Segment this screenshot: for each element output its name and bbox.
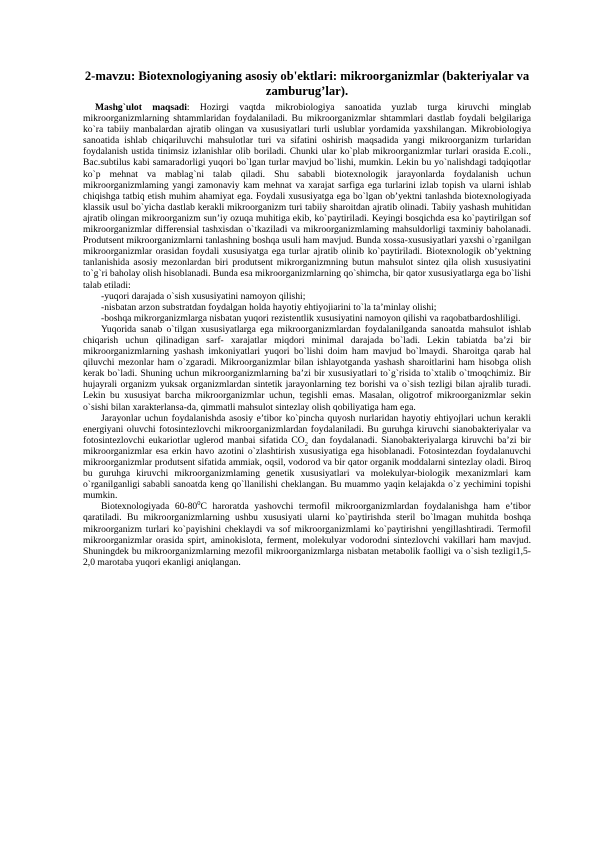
para4-text-b: C haroratda yashovchi termofil mikroorganizmlardan foydalanishga ham e’tibor qaratiladi. Bu mikroorganizmlarning ushbu xususiyati ularni ko`paytirishda steril bo`lmagan muhitda boshqa mikroorganizm turlari ko`payishini cheklaydi va sof mikroorganizmlami ko`paytirishni yengillashtiradi. Termofil mikroorganizmlar orasida spirt, aminokislota, ferment, molekulyar vodorodni sintezlovchi vakillari ham mavjud. Shuningdek bu mikroorganizmlarning mezofil mikroorganizmlarga nisbatan metabolik faolligi va o`sish tezligi1,5-2,0 marotaba yuqori ekanligi aniqlangan. <box>83 501 531 568</box>
body-paragraph-4 <box>83 501 531 568</box>
para3-text-b: dan foydalanadi. Sianobakteriyalarga kiruvchi ba’zi bir mikroorganizmlar esa erkin havo azotini o`zlashtirish xususiyatiga ega hisoblanadi. Fotosintezdan foydalanuvchi mikroorganizmlar produtsent sifatida ammiak, oqsil, vodorod va bir qator organik moddalarni sintezlay oladi. Biroq bu guruhga kiruvchi mikroorganizmlaming genetik xususiyatlari va molekulyar-biologik mexanizmlari kam o`rganilganligi sababli sanoatda keng qo`llanilishi cheklangan. Bu muammo yaqin kelajakda o`z yechimini topishi mumkin. <box>83 434 531 502</box>
co2-subscript: 2 <box>304 440 308 448</box>
purpose-paragraph <box>83 102 531 291</box>
document-page <box>83 69 531 568</box>
para3-text-a: Jarayonlar uchun foydalanishda asosiy e’tibor ko`pincha quyosh nurlaridan hayotiy ehtiyojlari uchun kerakli energiyani oluvchi fotosintezlovchi mikroorganizmlardan foydalaniladi. Bu guruhga kiruvchi sianobakteriyalar va fotosintezlovchi eukariotlar uglerod manbai sifatida CO <box>83 412 531 446</box>
page-title: 2-mavzu: Biotexnologiyaning asosiy ob'ektlari: mikroorganizmlar (bakteriyalar va zamburug’lar). <box>84 69 530 98</box>
list-item: -nisbatan arzon substratdan foydalgan holda hayotiy ehtiyojiarini to`la ta’minlay olishi; <box>101 301 437 313</box>
purpose-label: Mashg`ulot maqsadi <box>95 102 187 113</box>
purpose-text: : Hozirgi vaqtda mikrobiologiya sanoatida yuzlab turga kiruvchi minglab mikroorganizmlarning shtammlaridan foydalaniladi. Bu mikroorganizmlar shtammlari dastlab foydali belgilariga ko`ra tabiiy manbalardan ajratib olingan va xususiyatlari turli uslublar yordamida yaxshilangan. Mikrobiologiya sanoatida ishlab chiqariluvchi mahsulotlar turi va sifatini oshirish maqsadida yangi mikroorganizm turlaridan foydalanish ustida tinimsiz izlanishlar olib boriladi. Chunki ular ko`plab mikroorganizmlar turlari orasida E.coli., Bac.subtilus kabi samaradorligi yuqori bo`lgan turlar mavjud bo`lishi, mumkin. Lekin bu yo`nalishdagi tadqiqotlar ko`p mehnat va mablag`ni talab qiladi. Shu sababli biotexnologik jarayonlarda foydalanish uchun mikroorganizmlaming yangi zamonaviy kam mehnat va xarajat sarfiga ega turlarini izlab topish va ularni ishlab chiqishga tatbiq etish muhim ahamiyat ega. Foydali xususiyatga ega bo`lgan ob’yektni tanlashda biotexnologiyada klassik usul bo`yicha dastlab kerakli mikroorganizm turi tabiiy sharoitdan ajratib olinadi. Tabiiy yashash muhitidan ajratib olingan mikroorganizm sun’iy ozuqa muhitiga ekib, ko`paytiriladi. Keyingi bosqichda esa ko`paytirilgan sof mikroorganizmlar differensial tashxisdan o`tkaziladi va mikroorganizmlaming mahsuldorligi taxminiy baholanadi. Produtsent mikroorganizmlarni tanlashning boshqa usuli ham mavjud. Bunda xossa-xususiyatlari yaxshi o`rganilgan mikroorganizmlar orasidan foydali xususiyatga ega turlar ajratib olinib ko`paytiriladi. Biotexnologik ob’yektning tanlanishida asosiy mezonlardan biri produtsent mikrorganizmning butun mahsulot sintez qila olish xususiyatini to`g`ri baholay olish hisoblanadi. Bunda esa mikroorganizmlarning qo`shimcha, bir qator xususiyatlarga ega bo`lishi talab etiladi: <box>83 102 532 291</box>
body-paragraph-3 <box>83 413 531 502</box>
list-item: -yuqori darajada o`sish xususiyatini namoyon qilishi; <box>101 290 306 302</box>
degree-superscript: 0 <box>197 500 201 508</box>
para4-text-a: Biotexnologiyada 60-80 <box>101 501 198 513</box>
body-paragraph-2: Yuqorida sanab o`tilgan xususiyatlarga ega mikroorganizmlardan foydalanilganda sanoatda mahsulot ishlab chiqarish uchun qilinadigan sarf- xarajatlar miqdori minimal darajada bo`ladi. Lekin tabiatda ba’zi bir mikroorganizmlarning yashash imkoniyatlari yuqori bo`lishi doim ham mavjud bo`lmaydi. Sharoitga qarab hal qiluvchi mezonlar ham o`zgaradi. Mikroorganizmlar bilan ishlayotganda yashash sharoitlarini ham hisobga olish kerak bo`ladi. Shuning uchun mikroorganizmlarning ba’zi bir xususiyatlari to`g`risida to`xtalib o`tmoqchimiz. Bir hujayrali organizm yuksak organizmlardan sintetik jarayonlarning tez borishi va o`sish tezligi bilan ajralib turadi. Lekin bu xususiyat barcha mikroorganizmlar uchun, tegishli emas. Masalan, oligotrof mikroorganizmlar sekin o`sishi bilan xarakterlansa-da, qimmatli mahsulot sintezlay olish qobiliyatiga ham ega. <box>83 323 531 413</box>
list-item: -boshqa mikrorganizmlarga nisbatan yuqori rezistentlik xususiyatini namoyon qilishi va raqobatbardoshliligi. <box>101 312 521 324</box>
requirements-list <box>83 291 531 324</box>
